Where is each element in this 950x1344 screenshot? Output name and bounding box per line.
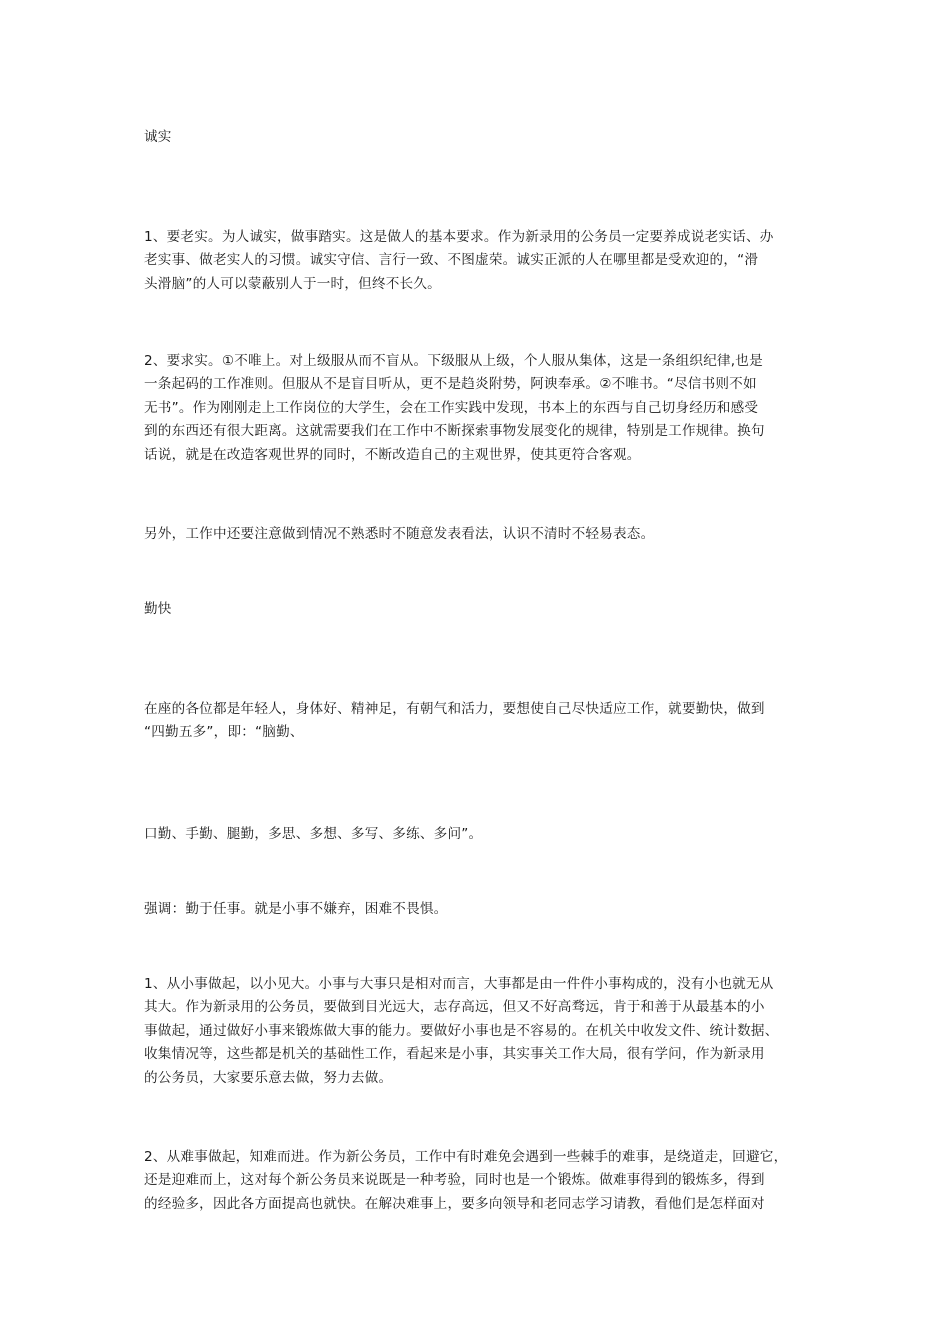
paragraph-line: 强调：勤于任事。就是小事不嫌弃，困难不畏惧。: [144, 901, 448, 917]
paragraph-line: 话说，就是在改造客观世界的同时，不断改造自己的主观世界，使其更符合客观。: [144, 446, 641, 463]
paragraph-line: 1、从小事做起，以小见大。小事与大事只是相对而言，大事都是由一件件小事构成的，没有小也就无从: [144, 976, 774, 992]
paragraph-be-practical: [144, 350, 808, 467]
paragraph-line: 2、要求实。①不唯上。对上级服从而不盲从。下级服从上级，个人服从集体，这是一条组织纪律,也是: [144, 353, 763, 369]
paragraph-line: 老实事、做老实人的习惯。诚实守信、言行一致、不图虚荣。诚实正派的人在哪里都是受欢迎的，“滑: [144, 252, 759, 269]
paragraph-small-things: [144, 973, 808, 1090]
paragraph-line: 事做起，通过做好小事来锻炼做大事的能力。要做好小事也是不容易的。在机关中收发文件、统计数据、: [144, 1022, 779, 1039]
paragraph-line: 一条起码的工作准则。但服从不是盲目听从，更不是趋炎附势，阿谀奉承。②不唯书。“尽信书则不如: [144, 376, 757, 393]
paragraph-line: 头滑脑”的人可以蒙蔽别人于一时，但终不长久。: [144, 275, 441, 292]
paragraph-line: 收集情况等，这些都是机关的基础性工作，看起来是小事，其实事关工作大局，很有学问，作为新录用: [144, 1046, 765, 1063]
paragraph-diligence-list: [144, 823, 808, 846]
paragraph-line: 2、从难事做起，知难而进。作为新公务员，工作中有时难免会遇到一些棘手的难事，是绕道走，回避它，: [144, 1149, 788, 1165]
paragraph-line: 无书”。作为刚刚走上工作岗位的大学生，会在工作实践中发现，书本上的东西与自己切身经历和感受: [144, 399, 759, 416]
paragraph-line: 的公务员，大家要乐意去做，努力去做。: [144, 1069, 393, 1086]
paragraph-hard-things: [144, 1146, 808, 1216]
paragraph-emphasis: [144, 898, 808, 921]
paragraph-line: 其大。作为新录用的公务员，要做到目光远大，志存高远，但又不好高骛远，肯于和善于从最基本的小: [144, 999, 765, 1016]
paragraph-line: 的经验多，因此各方面提高也就快。在解决难事上，要多向领导和老同志学习请教，看他们是怎样面对: [144, 1195, 765, 1212]
paragraph-line: 口勤、手勤、腿勤，多思、多想、多写、多练、多问”。: [144, 826, 483, 842]
paragraph-line: 1、要老实。为人诚实，做事踏实。这是做人的基本要求。作为新录用的公务员一定要养成说老实话、办: [144, 229, 774, 245]
paragraph-line: 到的东西还有很大距离。这就需要我们在工作中不断探索事物发展变化的规律，特别是工作规律。换句: [144, 423, 765, 440]
heading-text: 诚实: [144, 129, 172, 145]
paragraph-diligence-intro: [144, 698, 808, 745]
paragraph-line: 在座的各位都是年轻人，身体好、精神足，有朝气和活力，要想使自己尽快适应工作，就要勤快，做到: [144, 701, 765, 717]
paragraph-line: 还是迎难而上，这对每个新公务员来说既是一种考验，同时也是一个锻炼。做难事得到的锻炼多，得到: [144, 1172, 765, 1189]
section-heading-diligence: [144, 598, 808, 621]
paragraph-line: “四勤五多”，即：“脑勤、: [144, 724, 304, 741]
section-heading-honesty: [144, 126, 808, 149]
paragraph-additional-note: [144, 523, 808, 546]
paragraph-be-honest: [144, 226, 808, 296]
paragraph-line: 另外，工作中还要注意做到情况不熟悉时不随意发表看法，认识不清时不轻易表态。: [144, 526, 655, 542]
heading-text: 勤快: [144, 601, 172, 617]
